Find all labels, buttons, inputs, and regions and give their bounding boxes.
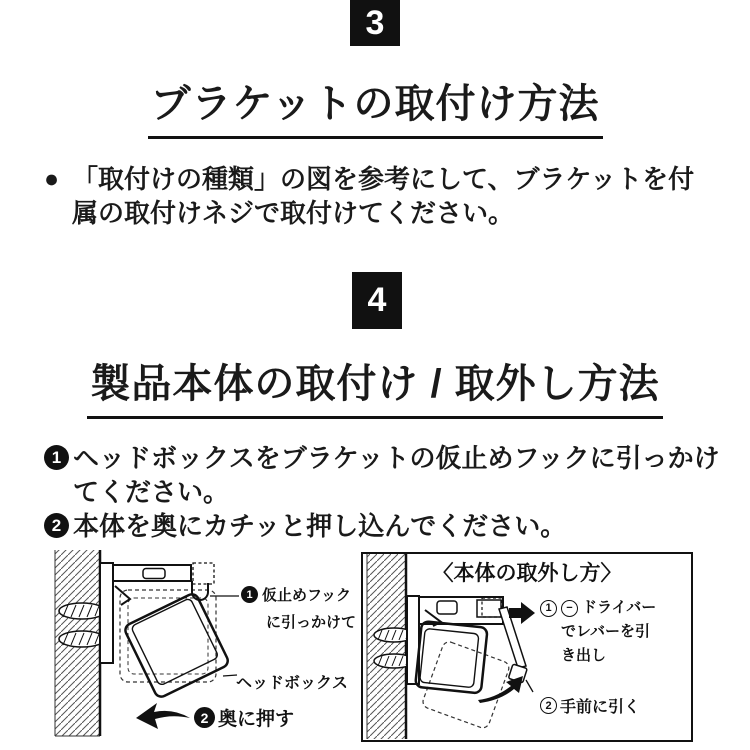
removal-step-1-line2: でレバーを引 [561, 623, 650, 640]
headbox-outline [415, 621, 488, 694]
removal-title: 〈本体の取外し方〉 [432, 562, 622, 585]
section-3-title-text: ブラケットの取付け方法 [148, 72, 603, 139]
removal-step-1-label [540, 596, 656, 668]
hook-label [241, 584, 356, 632]
push-label-text: 奥に押す [218, 709, 295, 730]
step-1-text: ヘッドボックスをブラケットの仮止めフックに引っかけてください。 [73, 443, 720, 507]
push-label [194, 704, 294, 731]
step-1 [44, 441, 728, 509]
section-4-badge [352, 272, 402, 329]
section-4-title [0, 352, 750, 419]
removal-step-2-label [540, 694, 640, 717]
label-2-number-icon: 2 [194, 707, 215, 728]
section-3-note [44, 162, 712, 230]
pull-right-arrow-icon [509, 602, 535, 624]
section-4-title-text: 製品本体の取付け / 取外し方法 [87, 352, 662, 419]
section-3-title [0, 72, 750, 139]
hook-label-line2: に引っかけて [266, 614, 357, 631]
pull-forward-arrow-icon [478, 676, 523, 703]
push-left-arrow-icon [136, 703, 190, 729]
headbox-tilted-dashed [421, 640, 511, 730]
step-2-number-icon: 2 [44, 513, 69, 538]
section-3-note-text: 「取付けの種類」の図を参考にして、ブラケットを付属の取付けネジで取付けてください。 [72, 164, 695, 228]
circled-2-icon: 2 [540, 697, 557, 714]
section-4-number: 4 [367, 281, 387, 319]
removal-step-1-line3: き出し [561, 647, 607, 664]
section-3-badge [350, 0, 400, 46]
circled-1-icon: 1 [540, 600, 557, 617]
flathead-driver-icon: − [561, 600, 578, 617]
removal-step-1-line1: ドライバー [582, 599, 657, 616]
step-1-number-icon: 1 [44, 445, 69, 470]
leader-lines [210, 596, 239, 676]
bullet-icon: ● [44, 165, 60, 193]
hook-label-line1: 仮止めフック [262, 587, 351, 604]
headbox-outline [123, 592, 230, 699]
step-2 [44, 509, 728, 543]
removal-step-2-text: 手前に引く [560, 699, 641, 716]
label-1-number-icon: 1 [241, 586, 258, 603]
step-2-text: 本体を奥にカチッと押し込んでください。 [73, 511, 567, 541]
section-3-number: 3 [365, 3, 385, 42]
removal-diagram [361, 552, 693, 742]
headbox-label: ヘッドボックス [236, 675, 348, 692]
